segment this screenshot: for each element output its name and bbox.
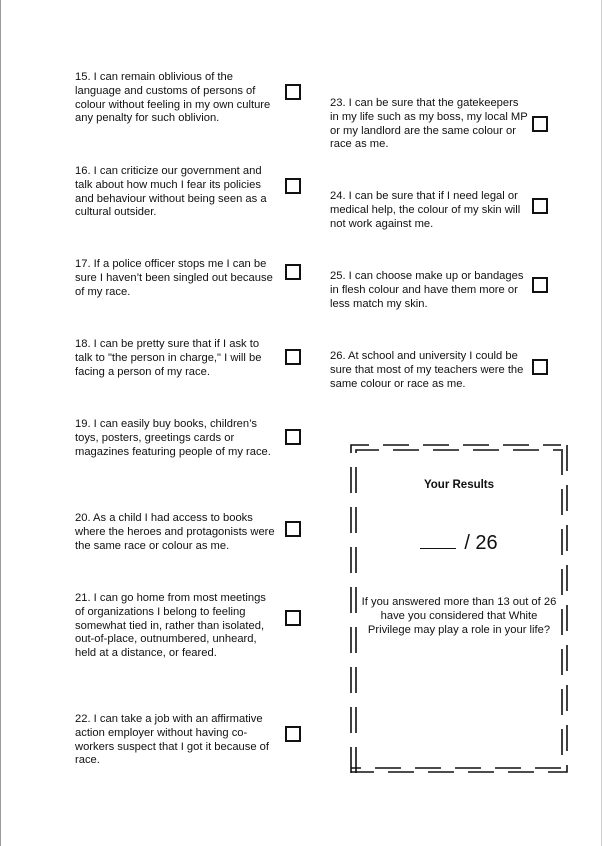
question-21-checkbox[interactable]: [285, 610, 301, 626]
question-26-checkbox[interactable]: [532, 359, 548, 375]
question-25-checkbox[interactable]: [532, 277, 548, 293]
question-18-checkbox[interactable]: [285, 349, 301, 365]
question-24-text: 24. I can be sure that if I need legal or medical help, the colour of my skin will not work against me.: [330, 190, 521, 230]
results-title: Your Results: [423, 479, 495, 491]
question-16-text: 16. I can criticize our government and talk about how much I fear its policies and behaviour without being seen as a cultural outsider.: [75, 165, 267, 219]
question-19-text: 19. I can easily buy books, children’s toys, posters, greetings cards or magazines featuring people of my race.: [75, 418, 271, 458]
question-23-text: 23. I can be sure that the gatekeepers in my life such as my boss, my local MP or my landlord are the same colour or race as me.: [330, 97, 528, 151]
question-24-checkbox[interactable]: [532, 198, 548, 214]
question-21-text: 21. I can go home from most meetings of organizations I belong to feeling somewhat tied in, rather than isolated, out-of-place, outnumbered, unheard, held at a distance, or feared.: [75, 592, 266, 660]
question-22-checkbox[interactable]: [285, 726, 301, 742]
results-note: If you answered more than 13 out of 26 have you considered that White Privilege may play a role in your life?: [361, 596, 557, 636]
question-16-checkbox[interactable]: [285, 178, 301, 194]
score-line: [349, 531, 569, 555]
question-25-text: 25. I can choose make up or bandages in flesh colour and have them more or less match my skin.: [330, 270, 524, 310]
question-17-checkbox[interactable]: [285, 264, 301, 280]
question-23-checkbox[interactable]: [532, 116, 548, 132]
score-total: / 26: [464, 532, 498, 554]
results-box: [349, 443, 569, 773]
question-19-checkbox[interactable]: [285, 429, 301, 445]
question-15-checkbox[interactable]: [285, 84, 301, 100]
page-left-edge: [0, 0, 1, 846]
score-blank[interactable]: [420, 531, 456, 549]
question-22-text: 22. I can take a job with an affirmative action employer without having co-workers suspect that I got it because of race.: [75, 713, 270, 767]
question-26-text: 26. At school and university I could be sure that most of my teachers were the same colour or race as me.: [330, 350, 524, 390]
question-20-checkbox[interactable]: [285, 521, 301, 537]
question-18-text: 18. I can be pretty sure that if I ask to talk to "the person in charge," I will be facing a person of my race.: [75, 338, 262, 378]
question-20-text: 20. As a child I had access to books where the heroes and protagonists were the same race or colour as me.: [75, 512, 275, 552]
question-17-text: 17. If a police officer stops me I can be sure I haven’t been singled out because of my race.: [75, 258, 273, 298]
question-15-text: 15. I can remain oblivious of the language and customs of persons of colour without feeling in my own culture any penalty for such oblivion.: [75, 71, 271, 125]
